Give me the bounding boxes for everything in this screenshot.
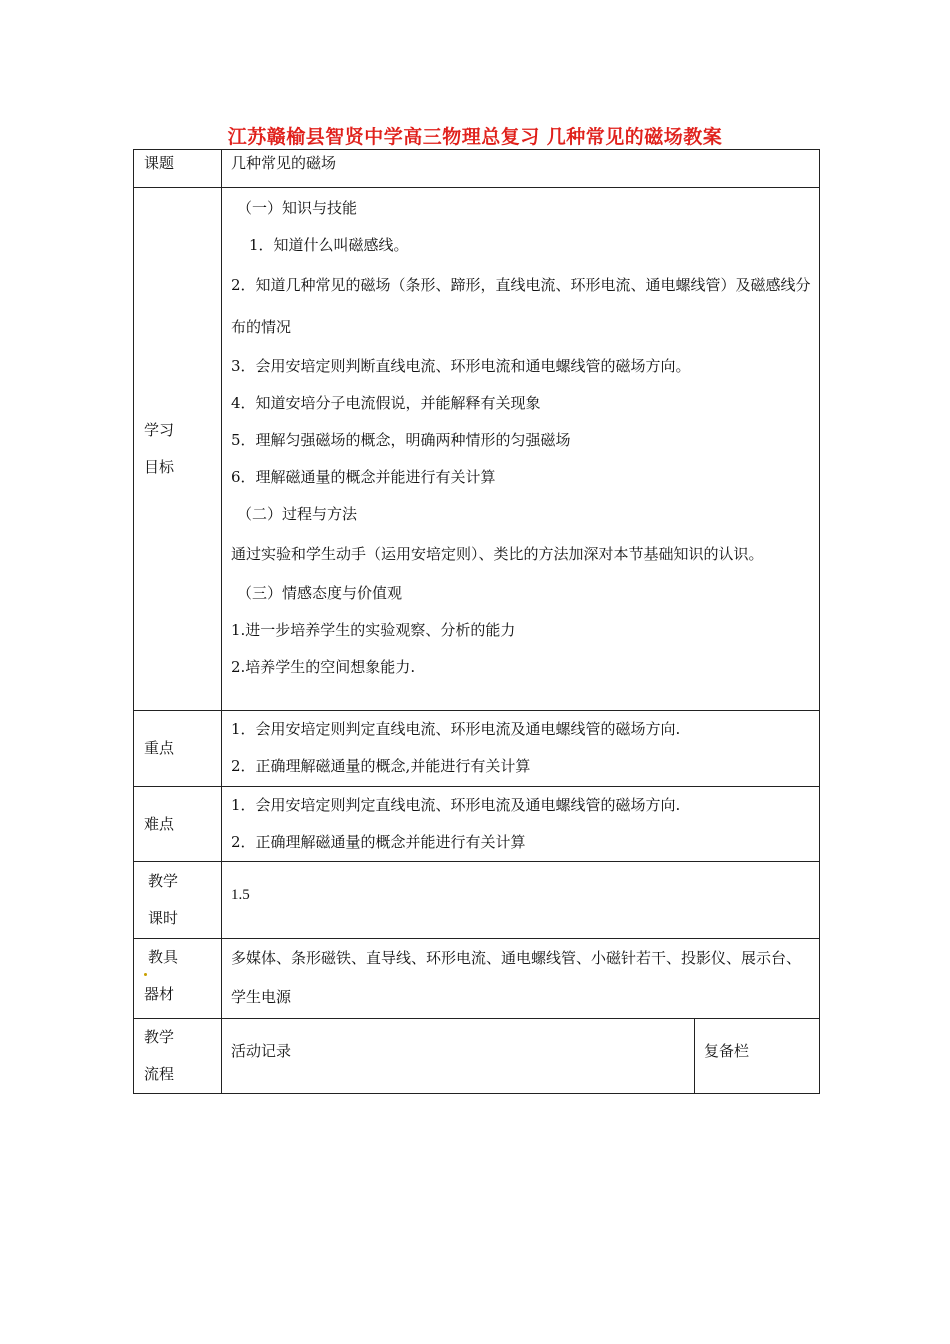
notes-label: 复备栏: [704, 1041, 750, 1060]
document-title: 江苏赣榆县智贤中学高三物理总复习 几种常见的磁场教案: [227, 126, 723, 148]
key-points-label: 重点: [144, 739, 175, 757]
objectives-label-line1: 学习: [144, 421, 175, 439]
objective-item-2: 2．知道几种常见的磁场（条形、蹄形，直线电流、环形电流、通电螺线管）及磁感线分布的情况: [231, 276, 811, 336]
objective-item-3: 3．会用安培定则判断直线电流、环形电流和通电螺线管的磁场方向。: [231, 357, 691, 375]
class-hours-label-line1: 教学: [148, 872, 179, 890]
difficulties-row: [134, 787, 820, 862]
section3-item-1: 1.进一步培养学生的实验观察、分析的能力: [231, 621, 516, 639]
process-label-line2: 流程: [144, 1065, 175, 1083]
topic-value-cell: [222, 150, 820, 188]
process-row: [134, 1019, 820, 1094]
difficulty-item-1: 1．会用安培定则判定直线电流、环形电流及通电螺线管的磁场方向.: [231, 796, 681, 814]
lesson-plan-table: [133, 149, 820, 1094]
key-point-item-2: 2．正确理解磁通量的概念,并能进行有关计算: [231, 757, 531, 775]
difficulties-label-cell: [134, 787, 222, 862]
section2-text: 通过实验和学生动手（运用安培定则）、类比的方法加深对本节基础知识的认识。: [231, 545, 764, 563]
objective-item-4: 4．知道安培分子电流假说，并能解释有关现象: [231, 394, 541, 412]
materials-row: [134, 939, 820, 1019]
activity-record-label: 活动记录: [231, 1041, 292, 1060]
process-label-line1: 教学: [144, 1028, 175, 1046]
key-points-content-cell: [222, 711, 820, 787]
materials-value: 多媒体、条形磁铁、直导线、环形电流、通电螺线管、小磁针若干、投影仪、展示台、学生电源: [231, 949, 802, 1006]
class-hours-value: 1.5: [231, 887, 250, 903]
objective-item-1: 1．知道什么叫磁感线。: [249, 236, 409, 254]
key-points-label-cell: [134, 711, 222, 787]
section1-heading: （一）知识与技能: [237, 199, 358, 217]
objectives-label-cell: [134, 188, 222, 711]
difficulty-item-2: 2．正确理解磁通量的概念并能进行有关计算: [231, 833, 526, 851]
topic-label-cell: [134, 150, 222, 188]
class-hours-label-line2: 课时: [148, 909, 179, 927]
notes-cell: [695, 1019, 820, 1094]
materials-label-line2: 器材: [144, 985, 175, 1003]
materials-value-cell: [222, 939, 820, 1019]
key-points-row: [134, 711, 820, 787]
key-point-item-1: 1．会用安培定则判定直线电流、环形电流及通电螺线管的磁场方向.: [231, 720, 681, 738]
objective-item-6: 6．理解磁通量的概念并能进行有关计算: [231, 468, 496, 486]
class-hours-label-cell: [134, 862, 222, 939]
difficulties-label: 难点: [144, 814, 175, 833]
section2-heading: （二）过程与方法: [237, 505, 358, 523]
objectives-row: [134, 188, 820, 711]
topic-label: 课题: [144, 154, 175, 172]
difficulties-content-cell: [222, 787, 820, 862]
objectives-label-line2: 目标: [144, 458, 175, 476]
section3-heading: （三）情感态度与价值观: [237, 584, 403, 602]
topic-row: [134, 150, 820, 188]
objectives-content-cell: [222, 188, 820, 711]
topic-value: 几种常见的磁场: [231, 154, 337, 172]
class-hours-row: [134, 862, 820, 939]
activity-record-cell: [222, 1019, 695, 1094]
objective-item-5: 5．理解匀强磁场的概念，明确两种情形的匀强磁场: [231, 431, 571, 449]
materials-label-line1-wrap: [144, 939, 221, 976]
process-label-cell: [134, 1019, 222, 1094]
materials-label-cell: [134, 939, 222, 1019]
materials-label-line1: 教具: [148, 948, 179, 966]
class-hours-value-cell: [222, 862, 820, 939]
section3-item-2: 2.培养学生的空间想象能力.: [231, 658, 416, 676]
